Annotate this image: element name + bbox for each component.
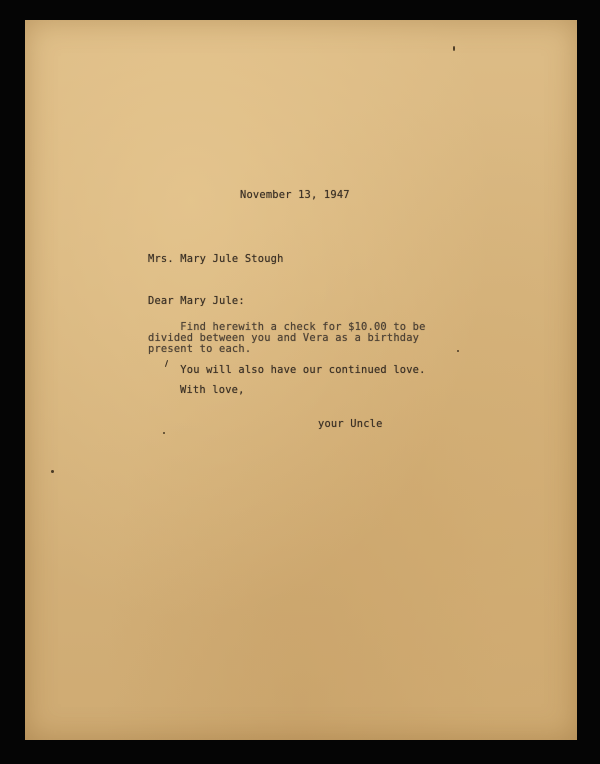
paper-speck	[457, 350, 459, 352]
letter-body-line: divided between you and Vera as a birthday	[148, 332, 420, 344]
paper-speck	[51, 470, 54, 473]
letter-recipient: Mrs. Mary Jule Stough	[148, 253, 284, 265]
letter-salutation: Dear Mary Jule:	[148, 295, 245, 307]
letter-signature: your Uncle	[318, 418, 383, 430]
paper-speck	[453, 46, 455, 51]
letter-page	[25, 20, 577, 740]
letter-body-line: Find herewith a check for $10.00 to be	[148, 321, 426, 333]
letter-body-line: present to each.	[148, 343, 252, 355]
letter-closing: With love,	[180, 384, 245, 396]
paper-speck	[163, 432, 165, 434]
letter-body-line: You will also have our continued love.	[148, 364, 426, 376]
letter-date: November 13, 1947	[240, 189, 350, 201]
